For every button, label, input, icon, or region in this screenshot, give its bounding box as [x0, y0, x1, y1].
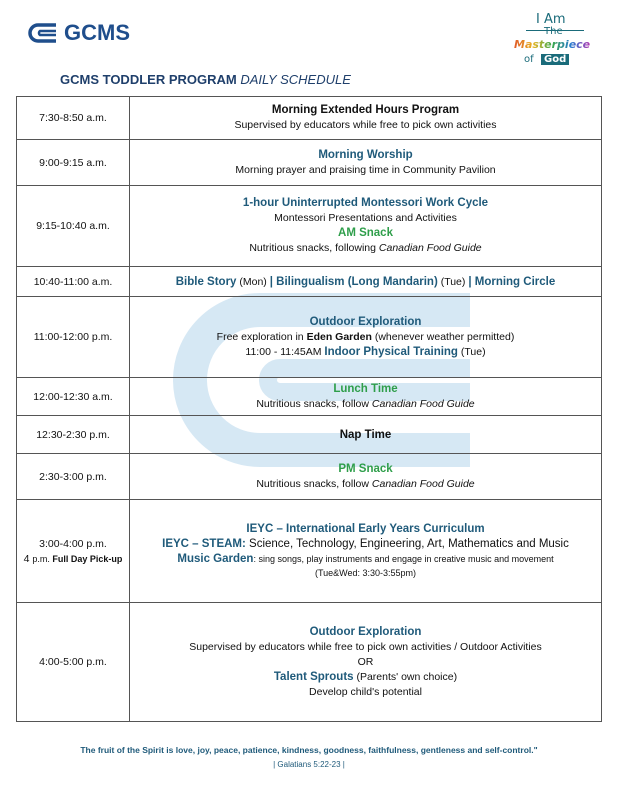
table-row — [17, 186, 602, 267]
activity-heading: Nap Time — [339, 428, 392, 441]
morning-circle-label: Morning Circle — [474, 275, 556, 288]
eden-garden-label: Eden Garden — [306, 330, 372, 343]
music-garden-line — [134, 553, 597, 565]
activity-desc: Supervised by educators while free to pick own activities — [234, 119, 497, 131]
steam-line — [134, 538, 597, 550]
activity-cell — [130, 97, 602, 140]
desc-text: (Tue) — [457, 345, 486, 358]
activity-cell — [130, 267, 602, 297]
title-bold: GCMS TODDLER PROGRAM — [60, 72, 237, 87]
desc-text: Free exploration in — [216, 330, 307, 343]
schedule-table — [16, 96, 602, 722]
activity-cell — [130, 416, 602, 454]
bible-story-label: Bible Story — [175, 275, 237, 288]
masterpiece-badge — [506, 12, 596, 74]
choice-note: (Parents' own choice) — [353, 670, 458, 683]
badge-masterpiece-text: Masterpiece — [514, 38, 591, 51]
activity-heading-2 — [134, 671, 597, 683]
activity-desc-2 — [134, 346, 597, 358]
music-garden-time: (Tue&Wed: 3:30-3:55pm) — [314, 568, 417, 578]
table-row — [17, 97, 602, 140]
pickup-unit: p.m. — [32, 553, 50, 564]
badge-line-3 — [514, 38, 590, 51]
activity-heading: Outdoor Exploration — [309, 625, 422, 638]
steam-label: IEYC – STEAM: — [162, 538, 246, 550]
table-row — [17, 378, 602, 416]
time-cell: 9:00-9:15 a.m. — [17, 140, 130, 186]
indoor-training-label: Indoor Physical Training — [324, 345, 458, 358]
bible-verse: The fruit of the Spirit is love, joy, peace, patience, kindness, goodness, faithfulness, gentleness and self-control." — [80, 745, 538, 755]
badge-line-4: of — [524, 54, 534, 65]
activity-heading: PM Snack — [338, 462, 393, 475]
desc-text: Nutritious snacks, following — [249, 242, 379, 254]
activity-heading-2: AM Snack — [338, 227, 393, 239]
gcms-logo — [26, 20, 130, 46]
separator: | — [468, 275, 475, 288]
badge-line-2: The — [544, 26, 563, 37]
activity-desc — [134, 331, 597, 343]
activity-heading: Morning Extended Hours Program — [271, 104, 460, 116]
activity-heading: Outdoor Exploration — [309, 315, 422, 328]
activity-desc-2: Develop child's potential — [309, 685, 422, 698]
badge-line-1: I Am — [536, 12, 566, 27]
activity-desc — [134, 478, 597, 490]
or-label: OR — [357, 655, 374, 668]
activity-cell — [130, 603, 602, 722]
desc-text: (whenever weather permitted) — [371, 330, 515, 343]
activity-desc — [134, 398, 597, 410]
table-row — [17, 297, 602, 378]
activity-desc: Morning prayer and praising time in Community Pavilion — [235, 163, 496, 176]
time-cell — [17, 500, 130, 603]
activity-cell — [130, 378, 602, 416]
separator: | — [269, 275, 277, 288]
desc-italic: Canadian Food Guide — [378, 242, 482, 254]
music-garden-desc: : sing songs, play instruments and engage in creative music and movement — [253, 554, 554, 564]
activity-line — [134, 276, 597, 288]
activity-desc: Montessori Presentations and Activities — [274, 212, 457, 224]
gcms-logo-icon — [26, 21, 60, 45]
time-cell: 4:00-5:00 p.m. — [17, 603, 130, 722]
verse-reference: | Galatians 5:22-23 | — [273, 760, 345, 769]
pickup-label: Full Day Pick-up — [49, 553, 123, 564]
time-cell: 2:30-3:00 p.m. — [17, 454, 130, 500]
logo-text: GCMS — [64, 20, 130, 45]
activity-heading: Morning Worship — [318, 148, 413, 161]
day-note: (Tue) — [437, 275, 469, 288]
pickup-hour: 4 — [23, 552, 33, 565]
table-row — [17, 454, 602, 500]
table-row — [17, 267, 602, 297]
pickup-time — [21, 553, 125, 565]
time-cell: 9:15-10:40 a.m. — [17, 186, 130, 267]
activity-cell — [130, 454, 602, 500]
time-cell: 7:30-8:50 a.m. — [17, 97, 130, 140]
activity-heading: 1-hour Uninterrupted Montessori Work Cycle — [242, 197, 489, 209]
desc-text: Nutritious snacks, follow — [256, 477, 372, 490]
activity-cell — [130, 186, 602, 267]
time-cell: 12:30-2:30 p.m. — [17, 416, 130, 454]
desc-text: 11:00 - 11:45AM — [245, 345, 325, 358]
time-cell: 11:00-12:00 p.m. — [17, 297, 130, 378]
activity-cell — [130, 297, 602, 378]
music-garden-label: Music Garden — [177, 553, 254, 565]
desc-text: Nutritious snacks, follow — [256, 397, 372, 410]
title-italic: DAILY SCHEDULE — [240, 72, 351, 87]
table-row — [17, 500, 602, 603]
activity-heading: IEYC – International Early Years Curriculum — [246, 523, 485, 535]
time-text: 3:00-4:00 p.m. — [39, 537, 107, 550]
activity-desc: Supervised by educators while free to pick own activities / Outdoor Activities — [189, 640, 542, 653]
activity-heading: Lunch Time — [333, 382, 398, 395]
day-note: (Mon) — [236, 275, 270, 288]
activity-cell — [130, 140, 602, 186]
page-title — [60, 72, 351, 87]
table-row — [17, 140, 602, 186]
desc-italic: Canadian Food Guide — [371, 477, 475, 490]
talent-sprouts-label: Talent Sprouts — [273, 670, 354, 683]
time-cell: 12:00-12:30 a.m. — [17, 378, 130, 416]
time-cell: 10:40-11:00 a.m. — [17, 267, 130, 297]
bilingualism-label: Bilingualism (Long Mandarin) — [276, 275, 438, 288]
activity-desc-2 — [134, 242, 597, 254]
badge-line-5: God — [541, 54, 569, 65]
table-row — [17, 416, 602, 454]
steam-desc: Science, Technology, Engineering, Art, Mathematics and Music — [245, 538, 569, 550]
activity-cell — [130, 500, 602, 603]
table-row — [17, 603, 602, 722]
desc-italic: Canadian Food Guide — [371, 397, 475, 410]
